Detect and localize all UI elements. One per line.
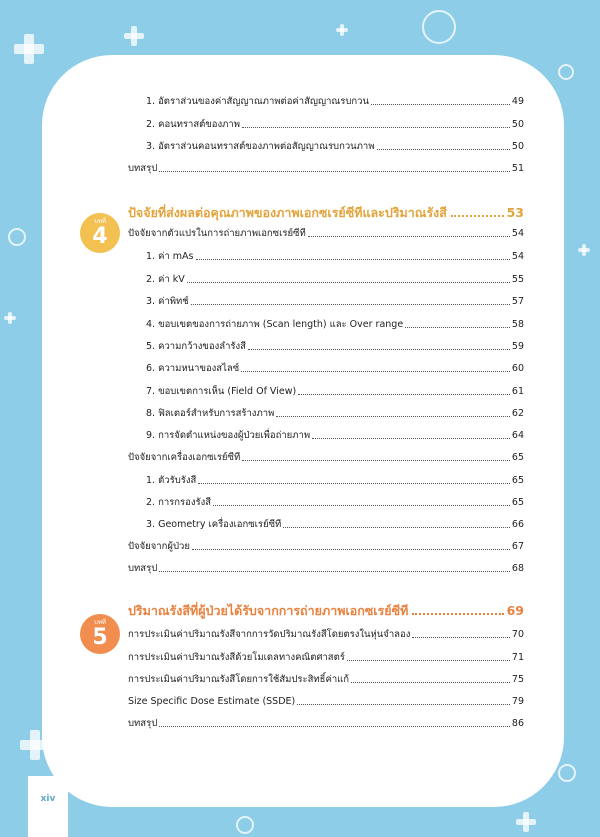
toc-entry[interactable] [128, 224, 524, 240]
toc-entry-page: 64 [511, 430, 524, 441]
toc-entry[interactable] [146, 315, 524, 331]
chapter-5-title: ปริมาณรังสีที่ผู้ป่วยได้รับจากการถ่ายภาพเอกซเรย์ซีที [128, 603, 409, 618]
toc-entry-page: 79 [511, 696, 524, 707]
toc-entry-title: การประเมินค่าปริมาณรังสีจากการวัดปริมาณรังสีโดยตรงในหุ่นจำลอง [128, 629, 411, 640]
toc-entry-title: 1. ค่า mAs [146, 251, 194, 262]
toc-entry[interactable] [146, 337, 524, 353]
toc-entry-title: 3. Geometry เครื่องเอกซเรย์ซีที [146, 519, 282, 530]
plus-icon [4, 312, 16, 324]
toc-entry[interactable] [146, 247, 524, 263]
chapter-5-heading[interactable] [128, 599, 524, 619]
toc-entry-title: 3. อัตราส่วนคอนทราสต์ของภาพต่อสัญญาณรบกวนภาพ [146, 141, 375, 152]
leader-dots [159, 726, 510, 727]
toc-entry-page: 54 [511, 228, 524, 239]
plus-icon [336, 24, 348, 36]
toc-entry[interactable] [128, 448, 524, 464]
leader-dots [159, 171, 510, 172]
chapter-4-title: ปัจจัยที่ส่งผลต่อคุณภาพของภาพเอกซเรย์ซีทีและปริมาณรังสี [128, 205, 447, 220]
toc-entry[interactable] [146, 515, 524, 531]
toc-entry-title: 6. ความหนาของสไลซ์ [146, 363, 240, 374]
leader-dots [412, 613, 503, 615]
page-number-tab [28, 776, 68, 837]
toc-entry-page: 65 [511, 475, 524, 486]
leader-dots [159, 571, 510, 572]
chapter-label: บทที่ [94, 619, 106, 626]
plus-icon [124, 26, 144, 46]
toc-entry-title: 5. ความกว้างของลำรังสี [146, 341, 246, 352]
leader-dots [298, 394, 510, 395]
toc-entry-page: 61 [511, 386, 524, 397]
toc-entry[interactable] [128, 559, 524, 575]
circle-decoration [558, 64, 574, 80]
toc-entry[interactable] [146, 382, 524, 398]
leader-dots [347, 660, 510, 661]
leader-dots [451, 215, 504, 217]
leader-dots [213, 505, 510, 506]
leader-dots [312, 438, 510, 439]
plus-icon [516, 812, 536, 832]
toc-entry-page: 68 [511, 563, 524, 574]
toc-entry-title: บทสรุป [128, 563, 158, 574]
toc-entry-page: 70 [511, 629, 524, 640]
leader-dots [191, 304, 510, 305]
toc-entry-title: ปัจจัยจากผู้ป่วย [128, 541, 190, 552]
toc-entry-page: 55 [511, 274, 524, 285]
toc-entry[interactable] [128, 648, 524, 664]
toc-entry[interactable] [146, 359, 524, 375]
leader-dots [242, 460, 510, 461]
leader-dots [192, 549, 510, 550]
toc-entry-title: 2. คอนทราสต์ของภาพ [146, 119, 241, 130]
leader-dots [248, 349, 510, 350]
circle-decoration [558, 764, 576, 782]
toc-entry[interactable] [128, 159, 524, 175]
leader-dots [377, 149, 510, 150]
toc-entry-title: ปัจจัยจากเครื่องเอกซเรย์ซีที [128, 452, 241, 463]
toc-entry[interactable] [146, 292, 524, 308]
toc-entry-title: Size Specific Dose Estimate (SSDE) [128, 696, 296, 707]
circle-decoration [8, 228, 26, 246]
toc-entry[interactable] [146, 270, 524, 286]
toc-entry[interactable] [146, 404, 524, 420]
plus-icon [578, 244, 590, 256]
toc-entry-page: 62 [511, 408, 524, 419]
toc-entry-page: 58 [511, 319, 524, 330]
toc-entry-page: 66 [511, 519, 524, 530]
toc-entry-page: 60 [511, 363, 524, 374]
toc-entry-title: 2. การกรองรังสี [146, 497, 212, 508]
circle-decoration [422, 10, 456, 44]
toc-entry[interactable] [128, 692, 524, 708]
leader-dots [187, 282, 510, 283]
leader-dots [412, 637, 510, 638]
toc-entry-title: 1. อัตราส่วนของค่าสัญญาณภาพต่อค่าสัญญาณรบกวน [146, 96, 369, 107]
toc-entry-title: 9. การจัดตำแหน่งของผู้ป่วยเพื่อถ่ายภาพ [146, 430, 311, 441]
toc-entry-page: 65 [511, 497, 524, 508]
toc-entry-title: 8. ฟิลเตอร์สำหรับการสร้างภาพ [146, 408, 275, 419]
toc-entry-title: บทสรุป [128, 163, 158, 174]
chapter-5-page: 69 [506, 603, 524, 618]
circle-decoration [236, 816, 254, 834]
leader-dots [242, 127, 510, 128]
chapter-4-heading[interactable] [128, 201, 524, 221]
toc-entry-page: 67 [511, 541, 524, 552]
toc-entry[interactable] [146, 426, 524, 442]
toc-entry[interactable] [128, 670, 524, 686]
leader-dots [351, 682, 510, 683]
toc-entry[interactable] [146, 92, 524, 108]
toc-entry-title: บทสรุป [128, 718, 158, 729]
toc-entry-title: 2. ค่า kV [146, 274, 185, 285]
toc-entry-title: ปัจจัยจากตัวแปรในการถ่ายภาพเอกซเรย์ซีที [128, 228, 306, 239]
toc-entry-title: 1. ตัวรับรังสี [146, 475, 197, 486]
toc-entry-page: 75 [511, 674, 524, 685]
toc-entry-page: 50 [511, 141, 524, 152]
leader-dots [241, 371, 510, 372]
toc-entry-title: 4. ขอบเขตของการถ่ายภาพ (Scan length) และ Over range [146, 319, 404, 330]
toc-entry[interactable] [128, 625, 524, 641]
toc-entry-page: 50 [511, 119, 524, 130]
chapter-5-badge [80, 614, 120, 654]
toc-entry-page: 49 [511, 96, 524, 107]
leader-dots [371, 104, 510, 105]
toc-entry-page: 54 [511, 251, 524, 262]
chapter-4-badge [80, 213, 120, 253]
toc-entry-title: 7. ขอบเขตการเห็น (Field Of View) [146, 386, 297, 397]
toc-entry[interactable] [146, 115, 524, 131]
leader-dots [276, 416, 510, 417]
page-number: xiv [40, 794, 56, 804]
toc-entry[interactable] [128, 714, 524, 730]
toc-entry-page: 57 [511, 296, 524, 307]
chapter-number: 4 [92, 224, 108, 249]
toc-entry-title: การประเมินค่าปริมาณรังสีด้วยโมเดลทางคณิตศาสตร์ [128, 652, 345, 663]
leader-dots [308, 236, 510, 237]
leader-dots [198, 483, 510, 484]
toc-entry[interactable] [146, 471, 524, 487]
chapter-4-page: 53 [506, 205, 524, 220]
plus-icon [14, 34, 44, 64]
toc-entry-page: 65 [511, 452, 524, 463]
chapter-label: บทที่ [94, 218, 106, 225]
toc-entry-title: 3. ค่าพิทช์ [146, 296, 189, 307]
toc-entry-page: 71 [511, 652, 524, 663]
toc-entry-page: 51 [511, 163, 524, 174]
leader-dots [196, 259, 510, 260]
toc-entry-title: การประเมินค่าปริมาณรังสีโดยการใช้สัมประสิทธิ์ค่าแก้ [128, 674, 350, 685]
leader-dots [283, 527, 510, 528]
toc-entry[interactable] [146, 137, 524, 153]
toc-entry-page: 86 [511, 718, 524, 729]
chapter-number: 5 [92, 625, 108, 650]
toc-entry[interactable] [128, 537, 524, 553]
leader-dots [297, 704, 510, 705]
leader-dots [405, 327, 510, 328]
toc-entry[interactable] [146, 493, 524, 509]
toc-entry-page: 59 [511, 341, 524, 352]
